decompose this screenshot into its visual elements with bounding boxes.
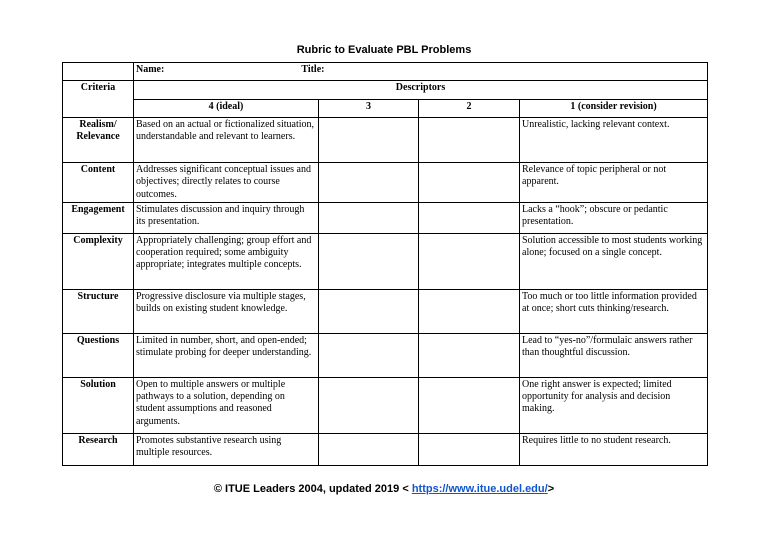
column-header-1: 1 (consider revision) (520, 100, 708, 118)
descriptor-4-cell: Addresses significant conceptual issues and objectives; directly relates to course outcomes. (134, 163, 319, 203)
blank-cell (63, 63, 134, 81)
descriptor-4-cell: Open to multiple answers or multiple pathways to a solution, depending on student assumptions and reasoned arguments. (134, 377, 319, 433)
descriptors-header: Descriptors (134, 81, 708, 100)
table-row (63, 163, 708, 203)
descriptor-2-cell (419, 433, 520, 465)
column-header-row (63, 100, 708, 118)
descriptor-3-cell (319, 118, 419, 163)
descriptor-2-cell (419, 289, 520, 333)
criteria-header: Criteria (63, 81, 134, 118)
descriptor-3-cell (319, 289, 419, 333)
descriptors-row (63, 81, 708, 100)
descriptor-1-cell: Lacks a “hook”; obscure or pedantic presentation. (520, 202, 708, 233)
name-label: Name: (136, 64, 165, 75)
column-header-2: 2 (419, 100, 520, 118)
descriptor-1-cell: One right answer is expected; limited opportunity for analysis and decision making. (520, 377, 708, 433)
name-title-cell (134, 63, 708, 81)
criterion-label: Realism/ Relevance (63, 118, 134, 163)
descriptor-2-cell (419, 333, 520, 377)
criterion-label: Solution (63, 377, 134, 433)
title-label: Title: (301, 64, 325, 75)
table-row (63, 233, 708, 289)
table-row (63, 433, 708, 465)
footer-suffix: > (547, 483, 555, 495)
descriptor-1-cell: Too much or too little information provided at once; short cuts thinking/research. (520, 289, 708, 333)
descriptor-3-cell (319, 163, 419, 203)
page-title: Rubric to Evaluate PBL Problems (296, 44, 472, 56)
descriptor-1-cell: Relevance of topic peripheral or not apparent. (520, 163, 708, 203)
descriptor-3-cell (319, 202, 419, 233)
descriptor-2-cell (419, 163, 520, 203)
criterion-label: Content (63, 163, 134, 203)
descriptor-4-cell: Appropriately challenging; group effort and cooperation required; some ambiguity appropriate; integrates multiple concepts. (134, 233, 319, 289)
table-row (63, 118, 708, 163)
rubric-table (62, 62, 708, 466)
descriptor-4-cell: Based on an actual or fictionalized situation, understandable and relevant to learners. (134, 118, 319, 163)
descriptor-2-cell (419, 118, 520, 163)
descriptor-1-cell: Unrealistic, lacking relevant context. (520, 118, 708, 163)
descriptor-1-cell: Requires little to no student research. (520, 433, 708, 465)
descriptor-3-cell (319, 433, 419, 465)
descriptor-3-cell (319, 333, 419, 377)
descriptor-2-cell (419, 377, 520, 433)
table-row (63, 333, 708, 377)
footer-link[interactable]: https://www.itue.udel.edu/ (411, 483, 548, 495)
table-row (63, 377, 708, 433)
criterion-label: Complexity (63, 233, 134, 289)
column-header-3: 3 (319, 100, 419, 118)
table-row (63, 289, 708, 333)
criterion-label: Structure (63, 289, 134, 333)
descriptor-2-cell (419, 233, 520, 289)
descriptor-4-cell: Stimulates discussion and inquiry through its presentation. (134, 202, 319, 233)
table-row (63, 202, 708, 233)
descriptor-1-cell: Solution accessible to most students working alone; focused on a single concept. (520, 233, 708, 289)
footer (0, 483, 768, 495)
descriptor-4-cell: Promotes substantive research using multiple resources. (134, 433, 319, 465)
footer-copyright: © ITUE Leaders 2004, updated 2019 < (213, 483, 412, 495)
criterion-label: Engagement (63, 202, 134, 233)
column-header-4: 4 (ideal) (134, 100, 319, 118)
descriptor-1-cell: Lead to “yes-no”/formulaic answers rather than thoughtful discussion. (520, 333, 708, 377)
descriptor-4-cell: Limited in number, short, and open-ended; stimulate probing for deeper understanding. (134, 333, 319, 377)
descriptor-2-cell (419, 202, 520, 233)
criterion-label: Research (63, 433, 134, 465)
descriptor-3-cell (319, 377, 419, 433)
name-title-row (63, 63, 708, 81)
criterion-label: Questions (63, 333, 134, 377)
descriptor-4-cell: Progressive disclosure via multiple stages, builds on existing student knowledge. (134, 289, 319, 333)
descriptor-3-cell (319, 233, 419, 289)
